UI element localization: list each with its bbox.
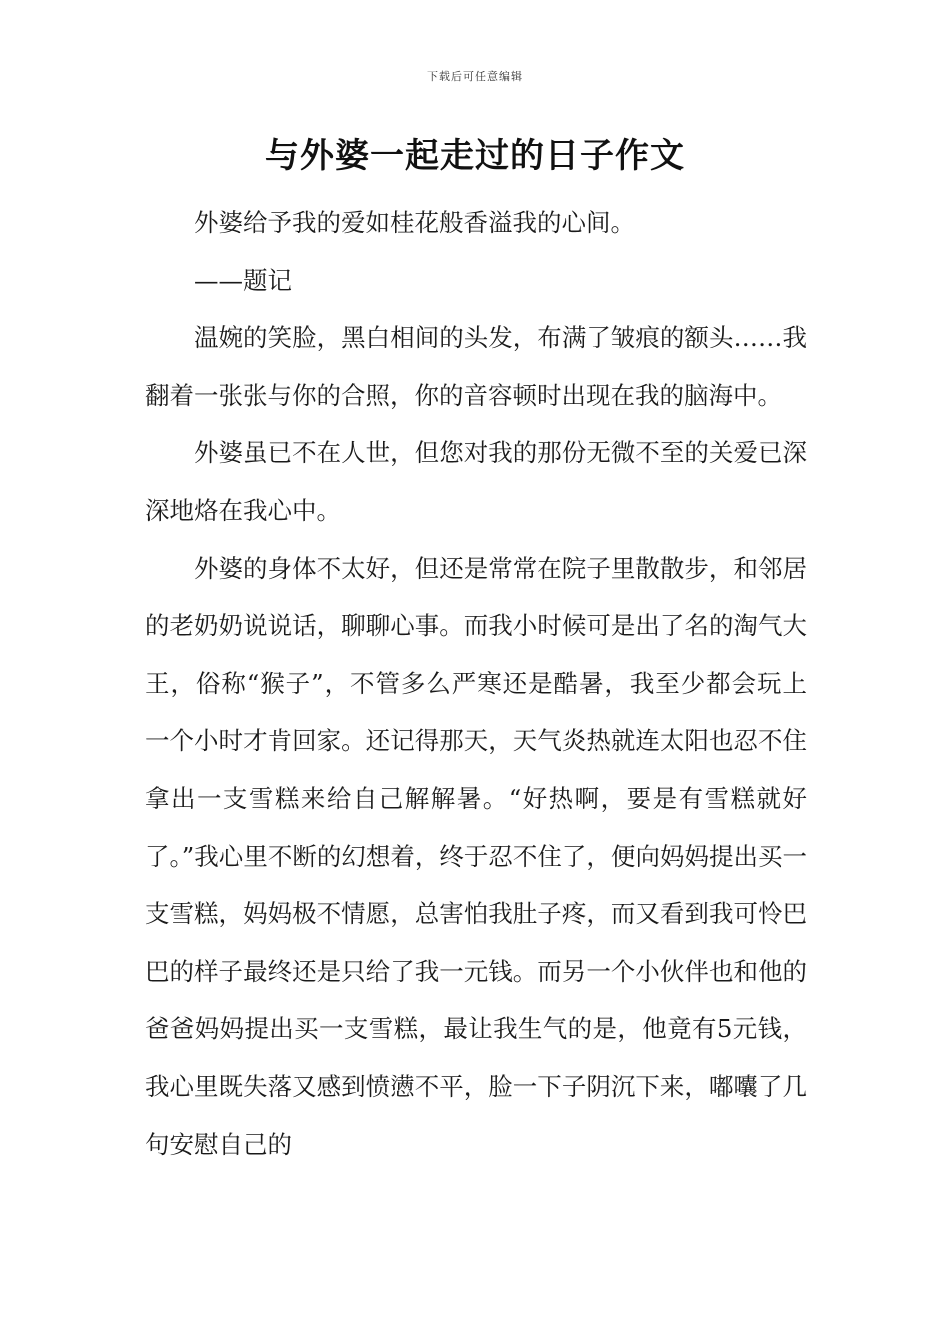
document-body xyxy=(145,194,807,1173)
paragraph-epigraph: 外婆给予我的爱如桂花般香溢我的心间。 xyxy=(194,208,635,237)
document-title: 与外婆一起走过的日子作文 xyxy=(265,136,685,176)
paragraph-love: 外婆虽已不在人世，但您对我的那份无微不至的关爱已深深地烙在我心中。 xyxy=(145,438,807,525)
paragraph-story: 外婆的身体不太好，但还是常常在院子里散散步，和邻居的老奶奶说说话，聊聊心事。而我小时候可是出了名的淘气大王，俗称“猴子”，不管多么严寒还是酷暑，我至少都会玩上一个小时才肯回家。还记得那天，天气炎热就连太阳也忍不住拿出一支雪糕来给自己解解暑。“好热啊，要是有雪糕就好了。”我心里不断的幻想着，终于忍不住了，便向妈妈提出买一支雪糕，妈妈极不情愿，总害怕我肚子疼，而又看到我可怜巴巴的样子最终还是只给了我一元钱。而另一个小伙伴也和他的爸爸妈妈提出买一支雪糕，最让我生气的是，他竟有5元钱，我心里既失落又感到愤懑不平，脸一下子阴沉下来，嘟囔了几句安慰自己的 xyxy=(145,553,807,1159)
paragraph-memory: 温婉的笑脸，黑白相间的头发，布满了皱痕的额头……我翻着一张张与你的合照，你的音容顿时出现在我的脑海中。 xyxy=(145,323,807,410)
paragraph-epigraph-source: ——题记 xyxy=(194,265,292,295)
header-note: 下载后可任意编辑 xyxy=(427,70,523,83)
